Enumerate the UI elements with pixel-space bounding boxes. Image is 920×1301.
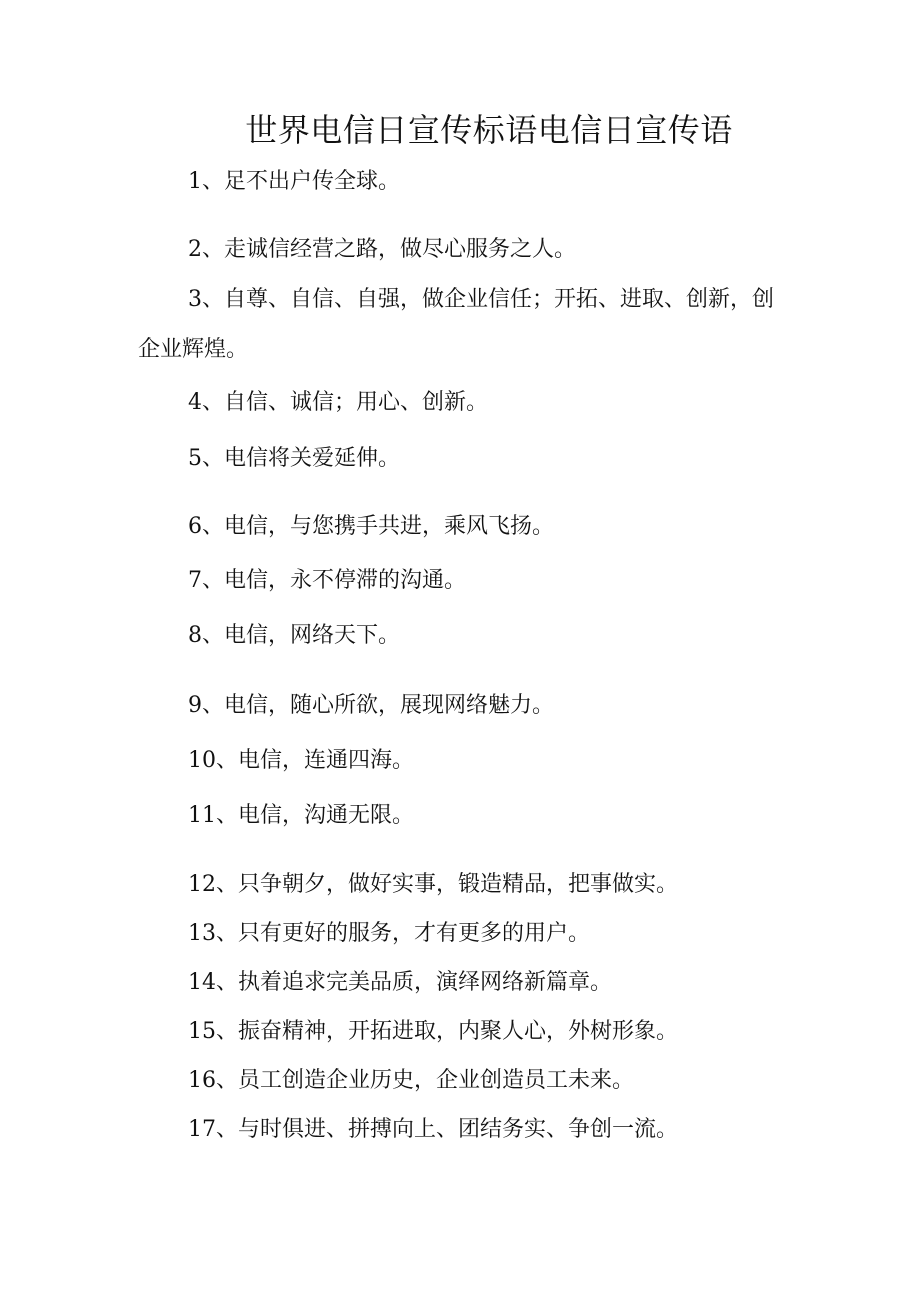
slogan-item-11: 11、电信，沟通无限。 xyxy=(188,803,414,828)
slogan-item-13: 13、只有更好的服务，才有更多的用户。 xyxy=(188,921,590,946)
slogan-item-1: 1、足不出户传全球。 xyxy=(188,169,400,194)
document-title: 世界电信日宣传标语电信日宣传语 xyxy=(245,111,733,149)
slogan-item-12: 12、只争朝夕，做好实事，锻造精品，把事做实。 xyxy=(188,872,678,897)
slogan-item-15: 15、振奋精神，开拓进取，内聚人心，外树形象。 xyxy=(188,1019,678,1044)
slogan-item-4: 4、自信、诚信；用心、创新。 xyxy=(188,390,488,415)
slogan-item-16: 16、员工创造企业历史，企业创造员工未来。 xyxy=(188,1068,634,1093)
slogan-item-2: 2、走诚信经营之路，做尽心服务之人。 xyxy=(188,237,576,262)
slogan-item-14: 14、执着追求完美品质，演绎网络新篇章。 xyxy=(188,970,612,995)
slogan-item-9: 9、电信，随心所欲，展现网络魅力。 xyxy=(188,693,554,718)
slogan-item-8: 8、电信，网络天下。 xyxy=(188,623,400,648)
slogan-item-6: 6、电信，与您携手共进，乘风飞扬。 xyxy=(188,514,554,539)
slogan-item-5: 5、电信将关爱延伸。 xyxy=(188,446,400,471)
slogan-item-3: 3、自尊、自信、自强，做企业信任；开拓、进取、创新，创企业辉煌。 xyxy=(138,287,774,362)
slogan-item-7: 7、电信，永不停滞的沟通。 xyxy=(188,568,466,593)
slogan-item-17: 17、与时俱进、拼搏向上、团结务实、争创一流。 xyxy=(188,1117,678,1142)
slogan-item-10: 10、电信，连通四海。 xyxy=(188,748,414,773)
